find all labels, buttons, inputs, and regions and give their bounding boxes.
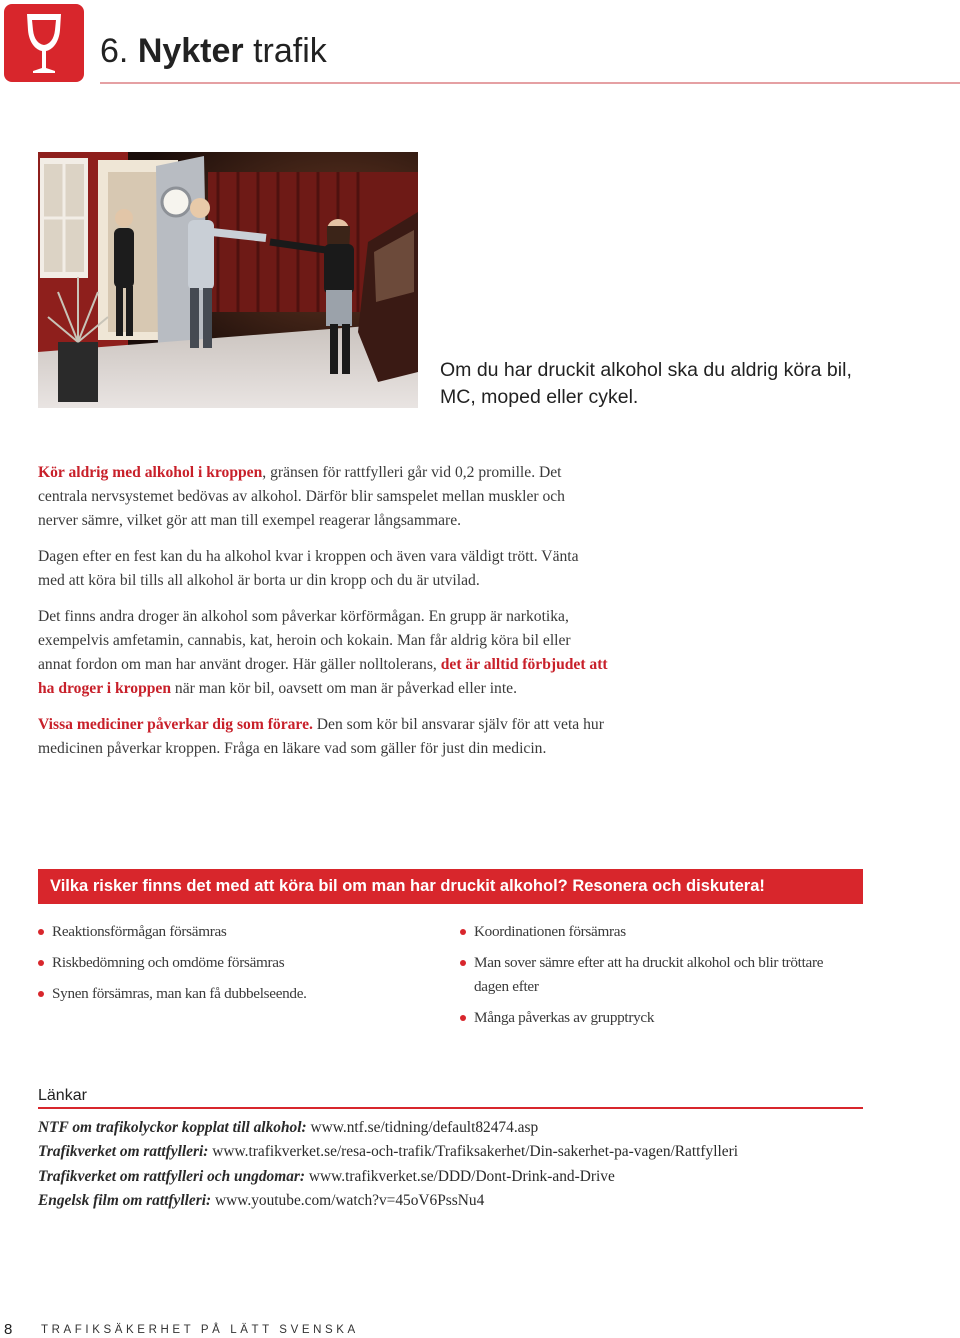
- paragraph-text: när man kör bil, oavsett om man är påverkad eller inte.: [171, 680, 517, 697]
- list-item: [38, 982, 418, 1006]
- body-text: [38, 461, 608, 773]
- lead-text: Om du har druckit alkohol ska du aldrig köra bil, MC, moped eller cykel.: [440, 359, 852, 408]
- paragraph-1: [38, 461, 608, 533]
- highlight-text: Vissa mediciner påverkar dig som förare.: [38, 716, 313, 733]
- title-divider: [100, 82, 960, 84]
- paragraph-2: [38, 545, 608, 593]
- list-item: [38, 920, 418, 944]
- paragraph-4: [38, 713, 608, 761]
- link-url[interactable]: www.trafikverket.se/resa-och-trafik/Trafiksakerhet/Din-sakerhet-pa-vagen/Rattfylleri: [212, 1143, 739, 1161]
- link-label: Trafikverket om rattfylleri:: [38, 1143, 209, 1161]
- bullet-dot-icon: [38, 991, 44, 997]
- link-url[interactable]: www.youtube.com/watch?v=45oV6PssNu4: [215, 1191, 485, 1209]
- publication-title: TRAFIKSÄKERHET PÅ LÄTT SVENSKA: [41, 1324, 359, 1336]
- bullet-dot-icon: [460, 1015, 466, 1021]
- chapter-title-light: trafik: [253, 32, 327, 70]
- highlight-text: Kör aldrig med alkohol i kroppen: [38, 464, 263, 481]
- discussion-banner: Vilka risker finns det med att köra bil om man har druckit alkohol? Resonera och diskutera!: [38, 869, 863, 904]
- list-item-text: Många påverkas av grupptryck: [474, 1009, 655, 1026]
- list-item-text: Synen försämras, man kan få dubbelseende.: [52, 985, 307, 1002]
- risk-list-left: [38, 920, 418, 1013]
- paragraph-3: [38, 605, 608, 701]
- paragraph-text: Det finns andra droger än alkohol som påverkar körförmågan. En grupp är narkotika, exempelvis amfetamin, cannabis, kat, heroin och kokain. Man får aldrig köra bil eller annat fordon om man har använt droger. Här gäller nolltolerans,: [38, 608, 571, 673]
- links-heading: Länkar: [38, 1087, 87, 1104]
- list-item-text: Man sover sämre efter att ha druckit alkohol och blir tröttare dagen efter: [474, 954, 824, 995]
- list-item: [460, 1006, 850, 1030]
- bullet-dot-icon: [460, 929, 466, 935]
- links-divider: [38, 1107, 863, 1109]
- link-url[interactable]: www.trafikverket.se/DDD/Dont-Drink-and-Drive: [308, 1167, 615, 1185]
- paragraph-text: , gränsen för rattfylleri går vid 0,2 promille. Det centrala nervsystemet bedövas av alkohol. Därför blir samspelet mellan muskler och nerver sämre, vilket gör att man till exempel reagerar långsammare.: [38, 464, 565, 529]
- chapter-number: 6.: [100, 32, 129, 70]
- chapter-icon-box: [4, 4, 84, 82]
- list-item: [460, 951, 850, 999]
- list-item-text: Riskbedömning och omdöme försämras: [52, 954, 285, 971]
- bullet-dot-icon: [460, 960, 466, 966]
- page-number: 8: [4, 1321, 13, 1338]
- link-row: [38, 1116, 898, 1140]
- link-row: [38, 1165, 898, 1189]
- link-row: [38, 1140, 898, 1164]
- bullet-dot-icon: [38, 960, 44, 966]
- list-item-text: Koordinationen försämras: [474, 923, 626, 940]
- list-item: [38, 951, 418, 975]
- link-label: NTF om trafikolyckor kopplat till alkohol:: [38, 1119, 307, 1136]
- link-label: Engelsk film om rattfylleri:: [38, 1191, 212, 1209]
- list-item: [460, 920, 850, 944]
- chapter-title: [100, 32, 327, 71]
- highlight-text: det är alltid förbjudet att ha droger i kroppen: [38, 656, 608, 697]
- list-item-text: Reaktionsförmågan försämras: [52, 923, 227, 940]
- paragraph-text: Den som kör bil ansvarar själv för att veta hur medicinen påverkar kroppen. Fråga en läkare vad som gäller för just din medicin.: [38, 716, 604, 757]
- party-scene-photo: [38, 152, 418, 408]
- links-list: [38, 1116, 898, 1213]
- wine-glass-icon: [24, 10, 64, 76]
- risk-list-right: [460, 920, 850, 1037]
- bullet-dot-icon: [38, 929, 44, 935]
- chapter-title-bold: Nykter: [137, 32, 244, 70]
- link-label: Trafikverket om rattfylleri och ungdomar:: [38, 1167, 306, 1185]
- link-url[interactable]: www.ntf.se/tidning/default82474.asp: [310, 1119, 539, 1136]
- link-row: [38, 1189, 898, 1213]
- paragraph-text: Dagen efter en fest kan du ha alkohol kvar i kroppen och även vara väldigt trött. Vänta med att köra bil tills all alkohol är borta ur din kropp och du är utvilad.: [38, 548, 579, 589]
